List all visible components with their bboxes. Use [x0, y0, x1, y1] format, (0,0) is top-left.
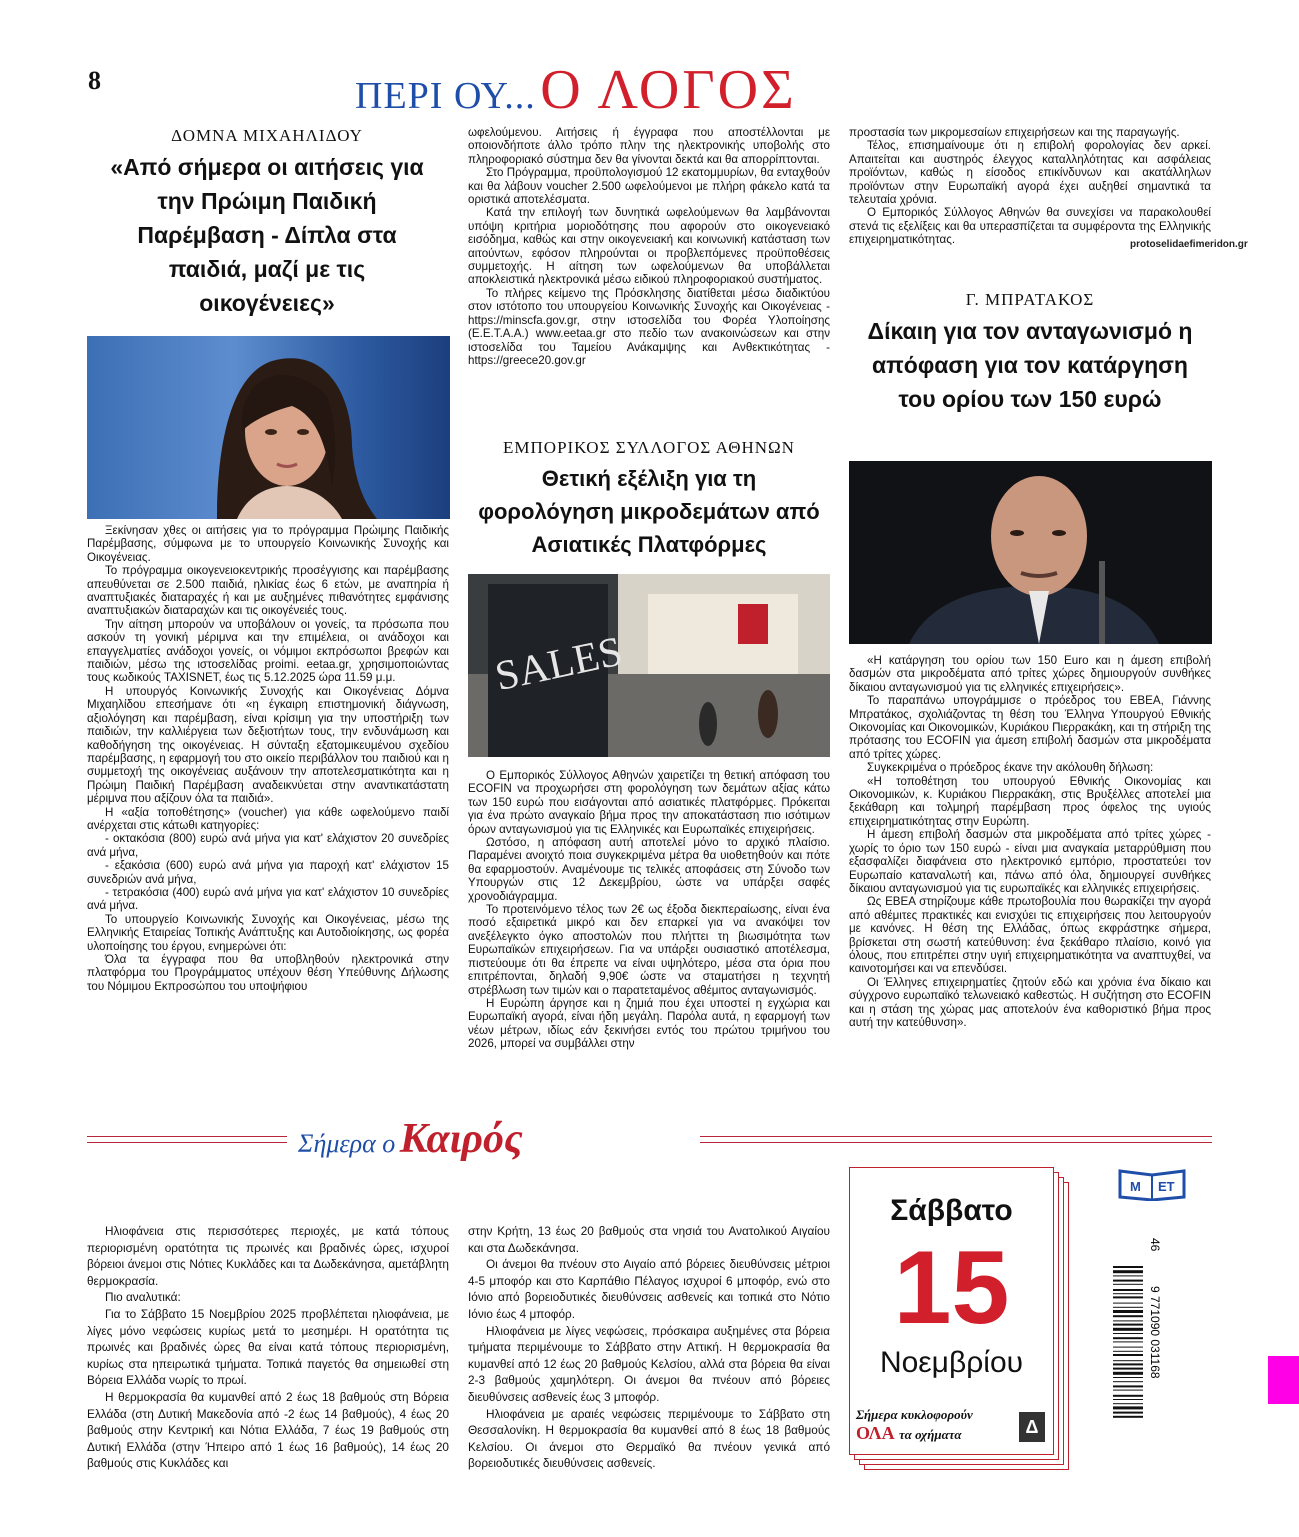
- paragraph: - τετρακόσια (400) ευρώ ανά μήνα για κατ' ελάχιστον 10 συνεδρίες ανά μήνα.: [87, 885, 449, 913]
- barcode-icon: [1113, 1226, 1173, 1471]
- barcode-bar: [1113, 1406, 1143, 1409]
- paragraph: «Η κατάργηση του ορίου των 150 Euro και η άμεση επιβολή δασμών στα μικροδέματα από τρίτες χώρες δημιουργούν συνθήκες δίκαιου ανταγωνισμού για τις ελληνικές επιχειρήσεις».: [849, 654, 1211, 694]
- barcode-bar: [1113, 1381, 1143, 1382]
- paragraph: προστασία των μικρομεσαίων επιχειρήσεων και της παραγωγής.: [849, 126, 1180, 139]
- masthead-right: Ο ΛΟΓΟΣ: [540, 59, 797, 121]
- barcode-bar: [1113, 1324, 1143, 1326]
- weather-col2: [468, 1223, 830, 1472]
- paragraph: Το πλήρες κείμενο της Πρόσκλησης διατίθεται μέσω διαδικτύου στον ιστότοπο του υπουργείου Κοινωνικής Συνοχής και Οικογένειας - https://minscfa.gov.gr, στην ιστοσελίδα του Φορέα Υλοποίησης (Ε.Ε.Τ.Α.Α.) www.eetaa.gr στο πεδίο των ανακοινώσεων και στην ιστοσελίδα του Ταμείου Ανάκαμψης και Ανθεκτικότητας - https://greece20.gov.gr: [468, 286, 830, 367]
- barcode-bar: [1113, 1368, 1143, 1370]
- barcode-bar: [1113, 1337, 1143, 1339]
- barcode-bar: [1113, 1307, 1143, 1308]
- barcode-bar: [1113, 1315, 1143, 1317]
- barcode-bar: [1113, 1351, 1143, 1352]
- barcode-bar: [1113, 1341, 1143, 1342]
- article-headline: Θετική εξέλιξη για τη φορολόγηση μικροδεμάτων από Ασιατικές Πλατφόρμες: [478, 466, 820, 557]
- notice-all: ΟΛΑ: [856, 1423, 895, 1443]
- barcode-bar: [1113, 1270, 1143, 1273]
- weather-title-a: Σήμερα ο: [298, 1129, 396, 1158]
- article3-body: [849, 654, 1211, 1029]
- paragraph: Ως ΕΒΕΑ στηρίζουμε κάθε πρωτοβουλία που θωρακίζει την αγορά από αθέμιτες πρακτικές και ενισχύει τις επιχειρήσεις που λειτουργούν με κανόνες. Η θέση της Ελλάδας, όπως εκφράστηκε σήμερα, βρίσκεται στη σωστή κατεύθυνση: ένα ξεκάθαρο πλαίσιο, κοινό για όλους, που επιτρέπει στην υγιή επιχειρηματικότητα να αναπτυχθεί, να καινοτομήσει και να επενδύσει.: [849, 895, 1211, 976]
- portrait-man-icon: [849, 461, 1212, 644]
- paragraph: Τέλος, επισημαίνουμε ότι η επιβολή φορολογίας δεν αρκεί. Απαιτείται και αυστηρός έλεγχος καταλληλότητας και ασφάλειας προϊόντων, καθώς η είσοδος επικίνδυνων και ακατάλληλων προϊόντων στην Ευρωπαϊκή αγορά έχει αυξηθεί σημαντικά τα τελευταία χρόνια.: [849, 139, 1211, 207]
- paragraph: Ωστόσο, η απόφαση αυτή αποτελεί μόνο το αρχικό πλαίσιο. Παραμένει ανοιχτό ποια συγκεκριμένα μέτρα θα υιοθετηθούν και πότε θα εφαρμοστούν. Αναμένουμε τις τελικές αποφάσεις στη Σύνοδο των Υπουργών στις 12 Δεκεμβρίου, ώστε να υπάρξει σαφές χρονοδιάγραμμα.: [468, 836, 830, 903]
- photo-sales-shop: [468, 574, 830, 757]
- odd-even-notice: [856, 1407, 973, 1444]
- watermark: protoselidaefimeridon.gr: [1130, 239, 1248, 250]
- barcode-bar: [1113, 1320, 1143, 1321]
- barcode-bar: [1113, 1360, 1143, 1361]
- paragraph: Ξεκίνησαν χθες οι αιτήσεις για το πρόγραμμα Πρώιμης Παιδικής Παρέμβασης, σύμφωνα με το υπουργείο Κοινωνικής Συνοχής και Οικογένειας.: [87, 524, 449, 564]
- barcode-bar: [1113, 1310, 1143, 1313]
- paragraph: Ο Εμπορικός Σύλλογος Αθηνών χαιρετίζει τη θετική απόφαση του ECOFIN να προχωρήσει στη φορολόγηση των δεμάτων αξίας κάτω των 150 ευρώ που εισάγονται από ασιατικές πλατφόρμες. Πρόκειται για ένα πρώτο αναγκαίο βήμα προς την αποκατάσταση πιο ισότιμων όρων ανταγωνισμού για τις Ελληνικές και Ευρωπαϊκές επιχειρήσεις.: [468, 769, 830, 836]
- paragraph: στην Κρήτη, 13 έως 20 βαθμούς στα νησιά του Ανατολικού Αιγαίου και στα Δωδεκάνησα.: [468, 1224, 830, 1255]
- article-headline: Δίκαιη για τον ανταγωνισμό η απόφαση για τον κατάργηση του ορίου των 150 ευρώ: [867, 318, 1193, 412]
- article1-continued: [468, 126, 830, 367]
- weather-rule-left: [87, 1136, 287, 1137]
- paragraph: - οκτακόσια (800) ευρώ ανά μήνα για κατ' ελάχιστον 20 συνεδρίες ανά μήνα,: [87, 832, 449, 859]
- article2-body: [468, 769, 830, 1051]
- paragraph: Το προτεινόμενο τέλος των 2€ ως έξοδα διεκπεραίωσης, είναι ένα ποσό εξαιρετικά μικρό και δεν επαρκεί για να ανακόψει τον ανεξέλεγκτο όγκο αποστολών που πλήττει τη βιωσιμότητα των Ευρωπαϊκών επιχειρήσεων. Για να υπάρξει ουσιαστικό αποτέλεσμα, πιστεύουμε ότι θα έπρεπε να είναι υψηλότερο, μέσα στα όρια που επιτρέπονται, δηλαδή 9,90€ ώστε να σταματήσει η τεχνητή στρέβλωση των τιμών και ο παρατεταμένος αθέμιτος ανταγωνισμός.: [468, 903, 830, 997]
- calendar-day: Σάββατο: [890, 1194, 1013, 1227]
- barcode-bar: [1113, 1266, 1143, 1268]
- barcode-bar: [1113, 1333, 1143, 1334]
- calendar-month: Νοεμβρίου: [879, 1346, 1024, 1379]
- barcode-bar: [1113, 1280, 1143, 1282]
- article-esa: [468, 438, 830, 561]
- barcode-bar: [1113, 1363, 1143, 1365]
- barcode-bar: [1113, 1377, 1143, 1378]
- paragraph: «Η τοποθέτηση του υπουργού Εθνικής Οικονομίας και Οικονομικών, κ. Κυριάκου Πιερρακάκη, στις Βρυξέλλες αποτελεί μια ξεκάθαρη και τολμηρή παρέμβαση προς όφελος της υγιούς επιχειρηματικότητας στην Ευρώπη.: [849, 774, 1211, 828]
- paragraph: - εξακόσια (600) ευρώ ανά μήνα για παροχή κατ' ελάχιστον 15 συνεδριών ανά μήνα,: [87, 859, 449, 886]
- paragraph: Η άμεση επιβολή δασμών στα μικροδέματα από τρίτες χώρες - χωρίς το όριο των 150 ευρώ - είναι μια αναγκαία μεταρρύθμιση που εξασφαλίζει διαφάνεια στο ηλεκτρονικό εμπόριο, προστατεύει τον Ευρωπαίο καταναλωτή και, πάνω από όλα, δημιουργεί συνθήκες δίκαιου ανταγωνισμού για τις ευρωπαϊκές και ελληνικές επιχειρήσεις.: [849, 828, 1211, 895]
- paragraph: ωφελούμενου. Αιτήσεις ή έγγραφα που αποστέλλονται με οποιονδήποτε άλλο τρόπο πλην της ηλεκτρονικής υποβολής στο πληροφοριακό σύστημα δεν θα γίνονται δεκτά και θα απορρίπτονται.: [468, 126, 830, 166]
- paragraph: Ο Εμπορικός Σύλλογος Αθηνών θα συνεχίσει να παρακολουθεί στενά τις εξελίξεις και θα υπερασπίζεται τα συμφέροντα της Ελληνικής επιχειρηματικότητας.: [849, 206, 1211, 247]
- paragraph: Η υπουργός Κοινωνικής Συνοχής και Οικογένειας Δόμνα Μιχαηλίδου επεσήμανε ότι «η έγκαιρη επιστημονική διάγνωση, αξιολόγηση και παρέμβαση, είναι κρίσιμη για την υποστήριξη των παιδιών, την καλλιέργεια των δεξιοτήτων τους, την ενδυνάμωση και καθοδήγηση της οικογένειας. Η σύνταξη εξατομικευμένου σχεδίου παρέμβασης, η εφαρμογή του στο οικείο περιβάλλον του παιδιού και η συμμετοχή της οικογένειας αυξάνουν την αποτελεσματικότητα και η Πρώιμη Παιδική Παρέμβαση αναδεικνύεται στην αναντικατάστατη μέριμνα που αξίζουν όλα τα παιδιά».: [87, 684, 449, 806]
- barcode-bar: [1113, 1296, 1143, 1298]
- met-left: Μ: [1130, 1179, 1141, 1194]
- masthead: [355, 58, 955, 121]
- met-logo: [1118, 1167, 1188, 1201]
- barcode-bar: [1113, 1289, 1143, 1291]
- article-kicker: Γ. ΜΠΡΑΤΑΚΟΣ: [965, 290, 1095, 309]
- calendar: [849, 1167, 1054, 1455]
- paragraph: Οι άνεμοι θα πνέουν στο Αιγαίο από βόρειες διευθύνσεις μέτριοι 4-5 μποφόρ και στο Καρπάθιο Πέλαγος ισχυροί 6 μποφόρ, ενώ στο Ιόνιο από βορειοδυτικές διευθύνσεις ασθενείς και τοπικά στο Νότιο Ιόνιο έως 4 μποφόρ.: [468, 1257, 830, 1321]
- barcode-bar: [1113, 1293, 1143, 1294]
- weather-title: [298, 1115, 523, 1163]
- portrait-woman-icon: [87, 336, 450, 519]
- photo-bratakos: [849, 461, 1212, 644]
- article1-body: [87, 524, 449, 993]
- article-kicker: ΕΜΠΟΡΙΚΟΣ ΣΥΛΛΟΓΟΣ ΑΘΗΝΩΝ: [503, 438, 795, 457]
- article-kicker: ΔΟΜΝΑ ΜΙΧΑΗΛΙΔΟΥ: [171, 126, 363, 145]
- barcode-bar: [1113, 1347, 1143, 1348]
- sales-sign-text: SALES: [491, 628, 627, 701]
- barcode-bar: [1113, 1328, 1143, 1331]
- barcode-bar: [1113, 1395, 1143, 1397]
- notice-line1: Σήμερα κυκλοφορούν: [856, 1407, 973, 1422]
- paragraph: Το πρόγραμμα οικογενειοκεντρικής προσέγγισης και παρέμβασης απευθύνεται σε 2.500 παιδιά, ηλικίας έως 6 ετών, με αναπηρία ή αναπτυξιακές διαταραχές ή και με αυξημένες πιθανότητες εμφάνισης αναπτυξιακών διαταραχών και τις οικογένειές τους.: [87, 564, 449, 618]
- barcode-bar: [1113, 1275, 1143, 1276]
- article2-continued: [849, 126, 1211, 247]
- delta-badge: Δ: [1019, 1412, 1045, 1442]
- barcode-bar: [1113, 1390, 1143, 1391]
- paragraph: Οι Έλληνες επιχειρηματίες ζητούν εδώ και χρόνια ένα δίκαιο και σύγχρονο ευρωπαϊκό τελωνειακό καθεστώς. Η συζήτηση στο ECOFIN και η στάση της χώρας μας αποτελούν ένα καθοριστικό βήμα προς αυτή την κατεύθυνση».: [849, 975, 1211, 1029]
- article-headline: «Από σήμερα οι αιτήσεις για την Πρώιμη Παιδική Παρέμβαση - Δίπλα στα παιδιά, μαζί με τις οικογένειες»: [110, 154, 424, 316]
- paragraph: Την αίτηση μπορούν να υποβάλουν οι γονείς, τα πρόσωπα που ασκούν τη γονική μέριμνα και την επιμέλεια, οι ανάδοχοι και επαγγελματίες ανάδοχοι γονείς, οι νόμιμοι εκπρόσωποι βρεφών και παιδιών, μέσω της ιστοσελίδας proimi. eetaa.gr, χρησιμοποιώντας τους κωδικούς TAXISNET, έως τις 5.12.2025 ώρα 11.59 μ.μ.: [87, 617, 449, 685]
- paragraph: Η Ευρώπη άργησε και η ζημιά που έχει υποστεί η εγχώρια και Ευρωπαϊκή αγορά, είναι ήδη μεγάλη. Παρόλα αυτά, η εφαρμογή των νέων μέτρων, ιδίως εάν ξεκινήσει εντός του πρώτου τριμήνου του 2026, μπορεί να συμβάλλει στην: [468, 996, 830, 1051]
- page-number: 8: [88, 66, 101, 95]
- paragraph: Το παραπάνω υπογράμμισε ο πρόεδρος του ΕΒΕΑ, Γιάννης Μπρατάκος, σχολιάζοντας τη θέση του Έλληνα Υπουργού Εθνικής Οικονομίας και Οικονομικών, Κυριάκου Πιερρακάκη, και τη στήριξη της πρότασης του ECOFIN για άμεση επιβολή δασμών στα μικροδέματα από τρίτες χώρες.: [849, 694, 1211, 761]
- masthead-left: ΠΕΡΙ ΟΥ...: [355, 75, 536, 117]
- barcode-bar: [1113, 1412, 1143, 1414]
- paragraph: Πιο αναλυτικά:: [105, 1290, 181, 1305]
- weather-rule-left-2: [87, 1142, 287, 1143]
- barcode-bar: [1113, 1303, 1143, 1304]
- weather-col1: [87, 1223, 449, 1472]
- paragraph: Ηλιοφάνεια με λίγες νεφώσεις, πρόσκαιρα αυξημένες στα βόρεια τμήματα περιμένουμε το Σάββατο στην Αττική. Η θερμοκρασία θα κυμανθεί από 12 έως 20 βαθμούς Κελσίου, αλλά στα βόρεια θα είναι 2-3 βαθμούς χαμηλότερη. Οι άνεμοι θα πνέουν από βόρειες διευθύνσεις ασθενείς έως 3 μποφόρ.: [468, 1323, 830, 1404]
- barcode-bar: [1113, 1372, 1143, 1375]
- paragraph: Στο Πρόγραμμα, προϋπολογισμού 12 εκατομμυρίων, θα ενταχθούν και θα λάβουν voucher 2.500 ωφελούμενοι με πλήρη φάκελο κατά τα οριστικά αποτελέσματα.: [468, 166, 830, 207]
- book-logo-icon: [1118, 1167, 1188, 1201]
- paragraph: Κατά την επιλογή των δυνητικά ωφελούμενων θα λαμβάνονται υπόψη κριτήρια μοριοδότησης που αφορούν στο οικογενειακό εισόδημα, καθώς και στην οικογενειακή και κοινωνική κατάσταση των αιτούντων, εφόσον πληρούνται οι προβλεπόμενες προϋποθέσεις συμμετοχής. Η αίτηση των ωφελούμενων θα υποβάλλεται αποκλειστικά ηλεκτρονικά μέσω ειδικού πληροφοριακού συστήματος.: [468, 206, 830, 287]
- barcode: [1113, 1226, 1173, 1471]
- barcode-top: 46: [1148, 1238, 1162, 1252]
- barcode-bar: [1113, 1284, 1143, 1285]
- photo-michailidou: [87, 336, 450, 519]
- shop-window-icon: [468, 574, 830, 757]
- barcode-bar: [1113, 1385, 1143, 1387]
- paragraph: Για το Σάββατο 15 Νοεμβρίου 2025 προβλέπεται ηλιοφάνεια, με λίγες μόνο νεφώσεις κυρίως μετά το μεσημέρι. Η ορατότητα τις πρωινές και βραδινές ώρες θα είναι κατά τόπους περιορισμένη, κυρίως στα ηπειρωτικά τμήματα. Τοπικά παγετός θα σημειωθεί στη Βόρεια Ελλάδα νωρίς το πρωί.: [87, 1306, 449, 1388]
- barcode-bar: [1113, 1354, 1143, 1356]
- paragraph: Η «αξία τοποθέτησης» (voucher) για κάθε ωφελούμενο παιδί ανέρχεται στις κάτωθι κατηγορίες:: [87, 805, 449, 832]
- paragraph: Ηλιοφάνεια με αραιές νεφώσεις περιμένουμε το Σάββατο στη Θεσσαλονίκη. Η θερμοκρασία θα κυμανθεί από 8 έως 18 βαθμούς Κελσίου. Οι άνεμοι στο Θερμαϊκό θα πνέουν γενικά από βορειοδυτικές διευθύνσεις ασθενείς.: [468, 1406, 830, 1471]
- article-michailidou: [87, 126, 447, 330]
- barcode-bar: [1113, 1399, 1143, 1400]
- notice-vehicles: τα οχήματα: [899, 1427, 962, 1442]
- article-bratakos: [849, 290, 1211, 416]
- weather-rule-right-2: [700, 1142, 1212, 1143]
- barcode-bar: [1113, 1403, 1143, 1404]
- paragraph: Ηλιοφάνεια στις περισσότερες περιοχές, με κατά τόπους περιορισμένη ορατότητα τις πρωινές και βραδινές ώρες, ισχυροί βόρειοι άνεμοι στις Νότιες Κυκλάδες και τα Δωδεκάνησα, αμετάβλητη θερμοκρασία.: [87, 1224, 449, 1288]
- paragraph: Συγκεκριμένα ο πρόεδρος έκανε την ακόλουθη δήλωση:: [867, 761, 1154, 775]
- paragraph: Όλα τα έγγραφα που θα υποβληθούν ηλεκτρονικά στην πλατφόρμα του Προγράμματος υπέχουν θέση Υπεύθυνης Δήλωσης του Νόμιμου Εκπροσώπου του υποψήφιου: [87, 953, 449, 993]
- met-right: ΕΤ: [1158, 1179, 1175, 1194]
- barcode-digits: 9 771090 031168: [1148, 1286, 1162, 1379]
- paragraph: Η θερμοκρασία θα κυμανθεί από 2 έως 18 βαθμούς στη Βόρεια Ελλάδα (στη Δυτική Μακεδονία από -2 έως 14 βαθμούς), 4 έως 20 βαθμούς στην Κεντρική και Νότια Ελλάδα, 7 έως 19 βαθμούς στη Δυτική Ελλάδα (στην Ήπειρο από 1 έως 16 βαθμούς), 14 έως 20 βαθμούς στις Κυκλάδες και: [87, 1389, 449, 1471]
- barcode-bar: [1113, 1416, 1143, 1418]
- weather-rule-right: [700, 1136, 1212, 1137]
- calendar-number: 15: [893, 1230, 1010, 1346]
- weather-title-b: Καιρός: [399, 1116, 523, 1162]
- color-registration-mark: [1268, 1356, 1299, 1404]
- paragraph: Το υπουργείο Κοινωνικής Συνοχής και Οικογένειας, μέσω της Ελληνικής Εταιρείας Τοπικής Ανάπτυξης και Αυτοδιοίκησης, ως φορέα υλοποίησης του έργου, ενημερώνει ότι:: [87, 912, 449, 953]
